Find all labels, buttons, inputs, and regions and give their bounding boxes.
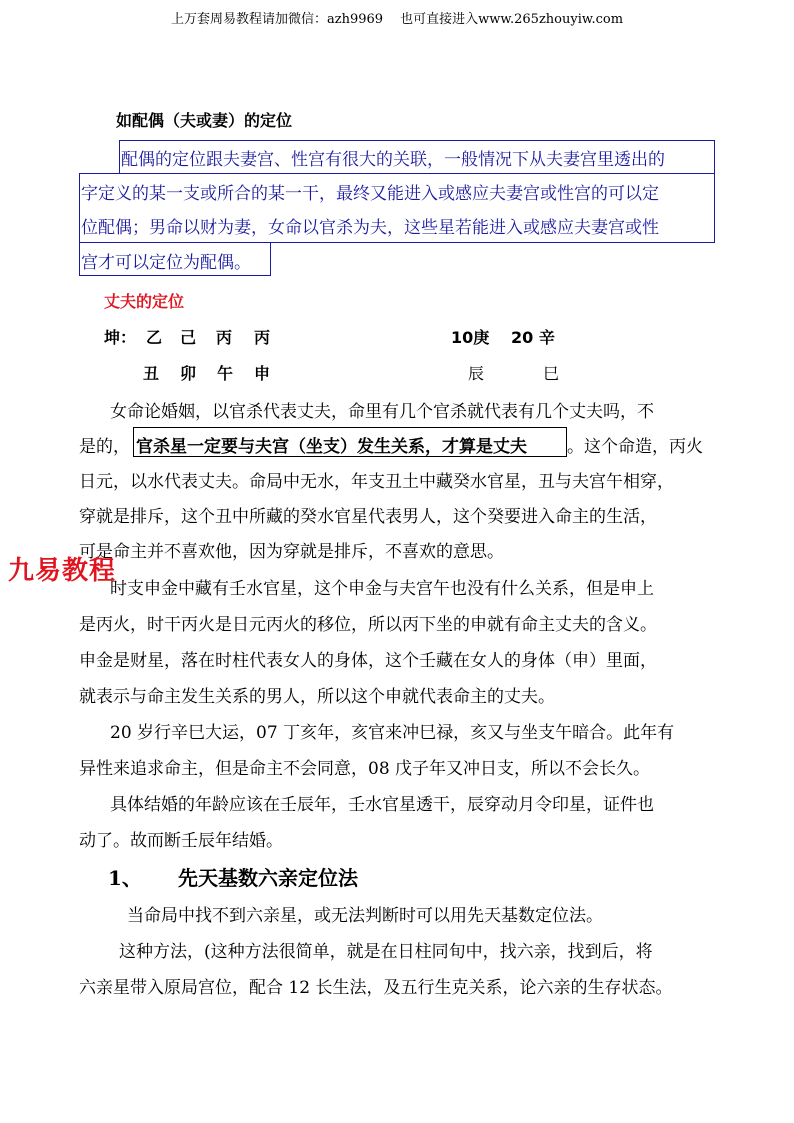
stem-year: 乙 [146, 328, 163, 347]
section-title: 如配偶（夫或妻）的定位 [116, 111, 293, 130]
stem-day: 丙 [216, 328, 233, 347]
branch-day: 午 [217, 364, 234, 383]
p2-line-4: 就表示与命主发生关系的男人，所以这个申就代表命主的丈夫。 [79, 687, 555, 707]
definition-box [79, 140, 715, 276]
p1-line-2-post: 。这个命造，丙火 [567, 437, 703, 457]
p4-line-1: 具体结婚的年龄应该在壬辰年，壬水官星透干，辰穿动月令印星，证件也 [110, 795, 654, 815]
p1-line-4: 穿就是排斥，这个丑中所藏的癸水官星代表男人，这个癸要进入命主的生活， [79, 507, 657, 527]
p3-line-2: 异性来追求命主，但是命主不会同意，08 戊子年又冲日支，所以不会长久。 [79, 759, 651, 779]
branch-hour: 申 [254, 364, 271, 383]
p2-line-1: 时支申金中藏有壬水官星，这个申金与夫宫午也没有什么关系，但是申上 [110, 579, 654, 599]
stem-hour: 丙 [254, 328, 271, 347]
p1-line-2-pre: 是的， [79, 437, 130, 457]
luck-age-1: 10庚 [451, 328, 490, 347]
p1-line-1: 女命论婚姻，以官杀代表丈夫，命里有几个官杀就代表有几个丈夫吗，不 [110, 402, 654, 422]
p5: 当命局中找不到六亲星，或无法判断时可以用先天基数定位法。 [127, 906, 603, 926]
box-line-1: 配偶的定位跟夫妻宫、性宫有很大的关联，一般情况下从夫妻宫里透出的 [121, 150, 665, 170]
husband-title: 丈夫的定位 [104, 292, 185, 311]
branch-year: 丑 [143, 364, 160, 383]
heading-1-title: 先天基数六亲定位法 [178, 866, 358, 890]
p1-line-5: 可是命主并不喜欢他，因为穿就是排斥，不喜欢的意思。 [79, 542, 504, 562]
p1-line-2-highlight: 官杀星一定要与夫宫（坐支）发生关系，才算是丈夫 [136, 437, 527, 457]
p2-line-3: 申金是财星，落在时柱代表女人的身体，这个壬藏在女人的身体（申）里面， [79, 651, 657, 671]
p4-line-2: 动了。故而断壬辰年结婚。 [79, 831, 283, 851]
stem-month: 己 [180, 328, 197, 347]
box-line-4: 宫才可以定位为配偶。 [81, 253, 251, 273]
p6-line-1: 这种方法，(这种方法很简单，就是在日柱同旬中，找六亲，找到后，将 [119, 942, 653, 962]
branch-month: 卯 [180, 364, 197, 383]
page-header: 上万套周易教程请加微信：azh9969 也可直接进入www.265zhouyiw.com [170, 12, 624, 27]
watermark-logo: 九易教程 [8, 556, 117, 586]
luck-branch-1: 辰 [468, 364, 485, 383]
p1-line-3: 日元，以水代表丈夫。命局中无水，年支丑土中藏癸水官星，丑与夫宫午相穿， [79, 472, 674, 492]
luck-branch-2: 巳 [543, 364, 560, 383]
p3-line-1: 20 岁行辛巳大运，07 丁亥年，亥官来冲巳禄，亥又与坐支午暗合。此年有 [110, 723, 675, 743]
p6-line-2: 六亲星带入原局宫位，配合 12 长生法，及五行生克关系，论六亲的生存状态。 [79, 978, 673, 998]
p2-line-2: 是丙火，时干丙火是日元丙火的移位，所以丙下坐的申就有命主丈夫的含义。 [79, 615, 657, 635]
box-line-3: 位配偶；男命以财为妻，女命以官杀为夫，这些星若能进入或感应夫妻宫或性 [81, 218, 659, 238]
heading-1-number: 1、 [108, 866, 142, 890]
chart-label: 坤： [104, 328, 137, 347]
luck-age-2: 20 辛 [511, 328, 555, 347]
box-line-2: 字定义的某一支或所合的某一干，最终又能进入或感应夫妻宫或性宫的可以定 [81, 184, 659, 204]
